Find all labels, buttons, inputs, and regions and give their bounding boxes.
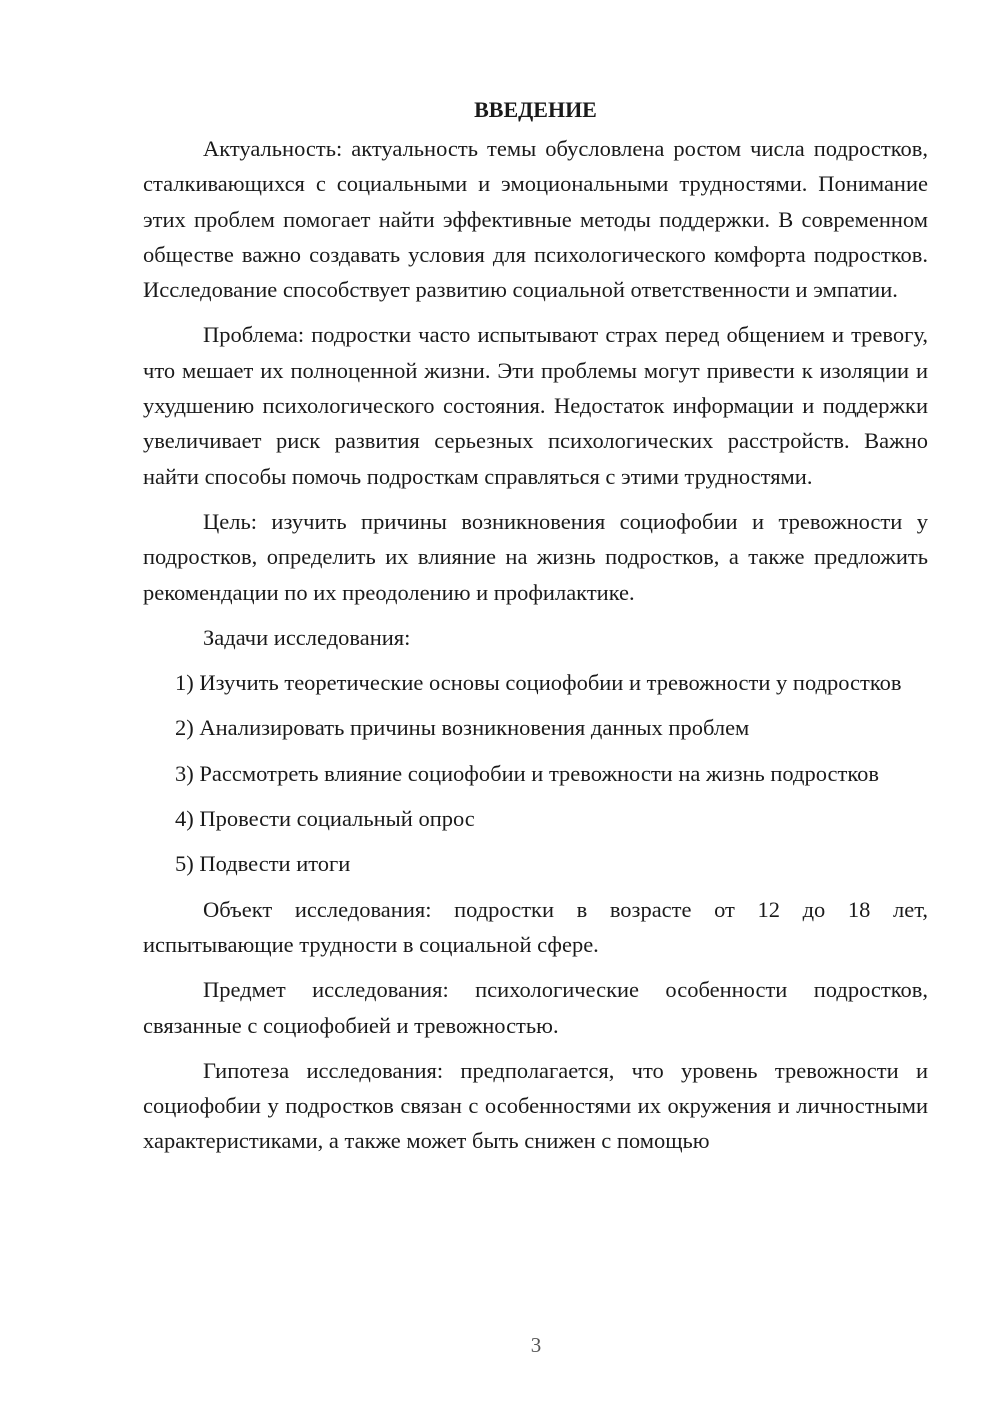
task-item-2: 2) Анализировать причины возникновения данных проблем	[175, 715, 750, 741]
page-number: 3	[530, 1333, 542, 1357]
paragraph-goal: Цель: изучить причины возникновения социофобии и тревожности у подростков, определить их влияние на жизнь подростков, а также предложить рекомендации по их преодолению и профилактике.	[143, 508, 928, 605]
paragraph-problem: Проблема: подростки часто испытывают страх перед общением и тревогу, что мешает их полноценной жизни. Эти проблемы могут привести к изоляции и ухудшению психологического состояния. Недостаток информации и поддержки увеличивает риск развития серьезных психологических расстройств. Важно найти способы помочь подросткам справляться с этими трудностями.	[143, 322, 928, 489]
paragraph-tasks-heading: Задачи исследования:	[203, 624, 411, 650]
paragraph-subject: Предмет исследования: психологические особенности подростков, связанные с социофобией и тревожностью.	[143, 977, 928, 1038]
task-item-4: 4) Провести социальный опрос	[175, 806, 475, 832]
task-item-5: 5) Подвести итоги	[175, 851, 351, 877]
paragraph-hypothesis: Гипотеза исследования: предполагается, что уровень тревожности и социофобии у подростков связан с особенностями их окружения и личностными характеристиками, а также может быть снижен с помощью	[143, 1057, 928, 1154]
page-content	[143, 92, 928, 1169]
task-item-3: 3) Рассмотреть влияние социофобии и тревожности на жизнь подростков	[175, 760, 880, 786]
section-title: ВВЕДЕНИЕ	[474, 97, 597, 122]
paragraph-object: Объект исследования: подростки в возрасте от 12 до 18 лет, испытывающие трудности в социальной сфере.	[143, 896, 928, 957]
paragraph-relevance: Актуальность: актуальность темы обусловлена ростом числа подростков, сталкивающихся с социальными и эмоциональными трудностями. Понимание этих проблем помогает найти эффективные методы поддержки. В современном обществе важно создавать условия для психологического комфорта подростков. Исследование способствует развитию социальной ответственности и эмпатии.	[143, 136, 928, 303]
task-item-1: 1) Изучить теоретические основы социофобии и тревожности у подростков	[175, 670, 902, 696]
